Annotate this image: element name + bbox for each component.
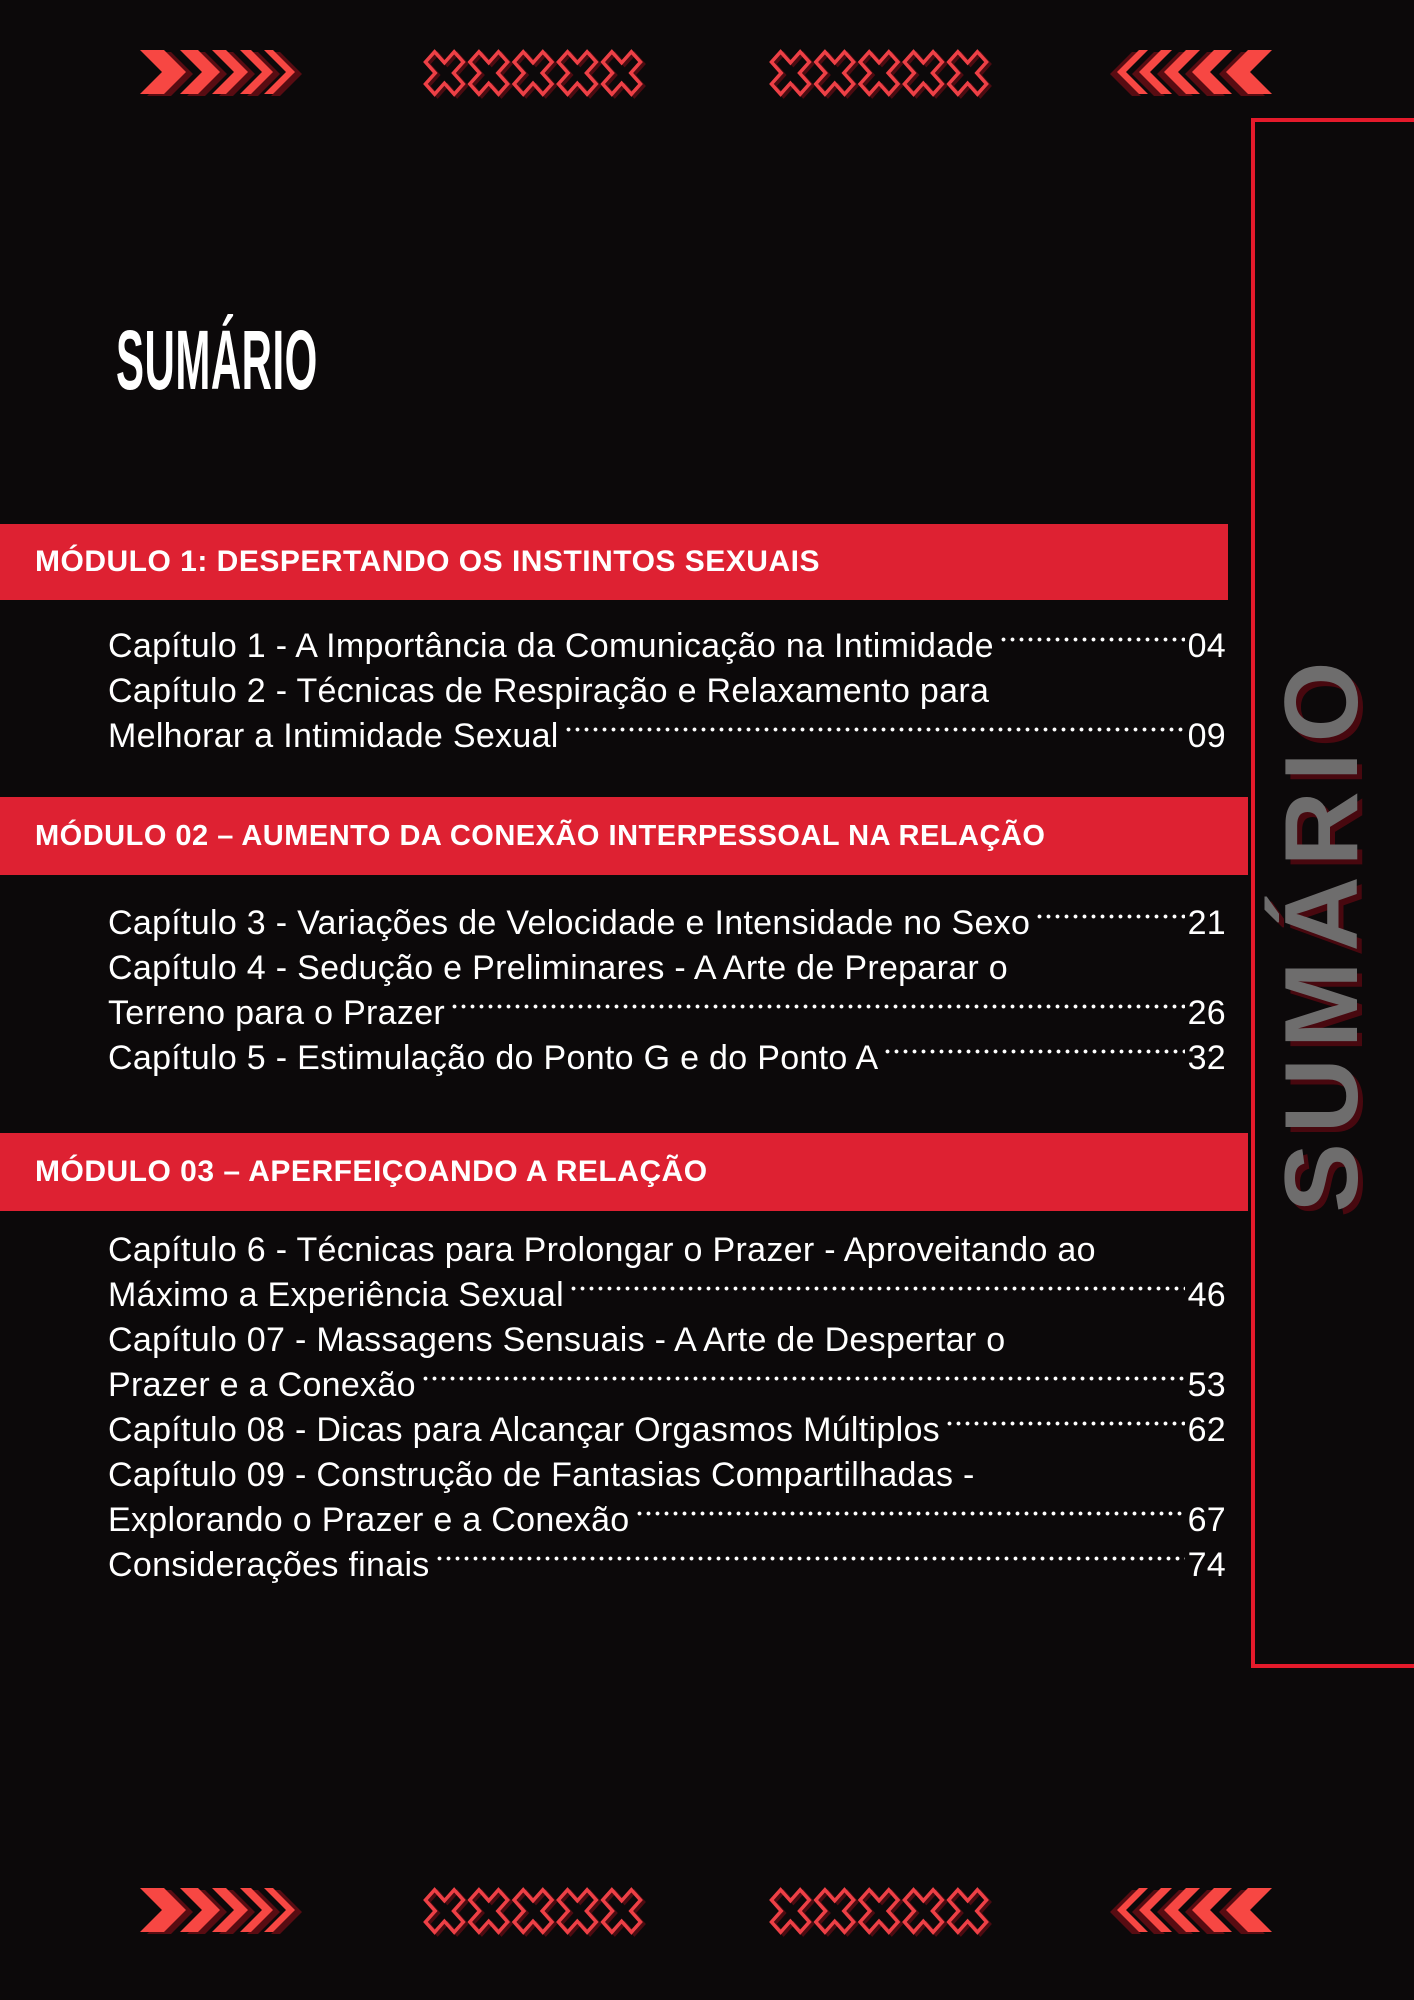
module-banner	[0, 524, 1228, 600]
chevrons-left-icon	[1112, 50, 1272, 94]
toc-entry-text: Capítulo 1 - A Importância da Comunicação na Intimidade	[108, 627, 994, 665]
toc-entry-text: Capítulo 08 - Dicas para Alcançar Orgasmos Múltiplos	[108, 1411, 940, 1449]
dotted-leader	[943, 1408, 1185, 1453]
toc-page-number: 26	[1187, 994, 1226, 1032]
toc-entry-line	[108, 1228, 1226, 1273]
module-banner-title: MÓDULO 1: DESPERTANDO OS INSTINTOS SEXUAIS	[35, 545, 820, 578]
module-banner	[0, 797, 1248, 875]
toc-entry-text: Capítulo 5 - Estimulação do Ponto G e do Ponto A	[108, 1039, 879, 1077]
toc-page-number: 53	[1187, 1366, 1226, 1404]
toc-entry-line	[108, 901, 1226, 946]
module-entries	[108, 1228, 1226, 1588]
module-banner-title: MÓDULO 03 – APERFEIÇOANDO A RELAÇÃO	[35, 1155, 708, 1188]
toc-entry-text: Melhorar a Intimidade Sexual	[108, 717, 559, 755]
toc-page-number: 32	[1187, 1039, 1226, 1077]
toc-page-number: 21	[1187, 904, 1226, 942]
chevrons-right-icon	[140, 50, 300, 94]
toc-entry-line	[108, 991, 1226, 1036]
toc-entry-line	[108, 1498, 1226, 1543]
toc-entry-line	[108, 1273, 1226, 1318]
module-banner-title: MÓDULO 02 – AUMENTO DA CONEXÃO INTERPESSOAL NA RELAÇÃO	[35, 819, 1046, 852]
toc-entry-line	[108, 1318, 1226, 1363]
toc-entry-line	[108, 1543, 1226, 1588]
x-pattern-icon	[416, 1887, 650, 1935]
module-entries	[108, 901, 1226, 1081]
dotted-leader	[433, 1543, 1185, 1588]
toc-entry-text: Máximo a Experiência Sexual	[108, 1276, 564, 1314]
toc-entry-line	[108, 714, 1226, 759]
toc-entry-text: Capítulo 4 - Sedução e Preliminares - A Arte de Preparar o	[108, 949, 1008, 987]
page-title-text: SUMÁRIO	[116, 313, 318, 407]
toc-page-number: 04	[1187, 627, 1226, 665]
x-pattern-icon	[762, 49, 996, 97]
chevrons-left-icon	[1112, 1888, 1272, 1932]
toc-entry-text: Capítulo 2 - Técnicas de Respiração e Relaxamento para	[108, 672, 990, 710]
module-banner	[0, 1133, 1248, 1211]
module-entries	[108, 624, 1226, 759]
top-decoration-row	[0, 48, 1414, 98]
toc-page-number: 74	[1187, 1546, 1226, 1584]
toc-entry-line	[108, 946, 1226, 991]
x-pattern-icon	[416, 49, 650, 97]
dotted-leader	[881, 1036, 1184, 1081]
toc-page-number: 46	[1187, 1276, 1226, 1314]
toc-entry-line	[108, 1453, 1226, 1498]
toc-entry-text: Considerações finais	[108, 1546, 430, 1584]
toc-entry-text: Capítulo 6 - Técnicas para Prolongar o Prazer - Aproveitando ao	[108, 1231, 1096, 1269]
dotted-leader	[633, 1498, 1185, 1543]
toc-entry-line	[108, 624, 1226, 669]
toc-entry-text: Prazer e a Conexão	[108, 1366, 416, 1404]
toc-page-number: 09	[1187, 717, 1226, 755]
chevrons-right-icon	[140, 1888, 300, 1932]
dotted-leader	[448, 991, 1185, 1036]
toc-entry-text: Capítulo 3 - Variações de Velocidade e Intensidade no Sexo	[108, 904, 1031, 942]
dotted-leader	[419, 1363, 1185, 1408]
side-vertical-label: SUMÁRIO	[1264, 651, 1380, 1213]
toc-entry-text: Capítulo 09 - Construção de Fantasias Compartilhadas -	[108, 1456, 975, 1494]
dotted-leader	[562, 714, 1185, 759]
toc-entry-text: Capítulo 07 - Massagens Sensuais - A Arte de Despertar o	[108, 1321, 1006, 1359]
page-title	[116, 313, 520, 407]
dotted-leader	[1033, 901, 1184, 946]
x-pattern-icon	[762, 1887, 996, 1935]
bottom-decoration-row	[0, 1886, 1414, 1936]
dotted-leader	[997, 624, 1185, 669]
toc-entry-line	[108, 669, 1226, 714]
toc-entry-line	[108, 1036, 1226, 1081]
toc-entry-text: Terreno para o Prazer	[108, 994, 446, 1032]
toc-entry-line	[108, 1408, 1226, 1453]
toc-page-number: 67	[1187, 1501, 1226, 1539]
toc-entry-text: Explorando o Prazer e a Conexão	[108, 1501, 630, 1539]
toc-entry-line	[108, 1363, 1226, 1408]
toc-page-number: 62	[1187, 1411, 1226, 1449]
dotted-leader	[567, 1273, 1185, 1318]
